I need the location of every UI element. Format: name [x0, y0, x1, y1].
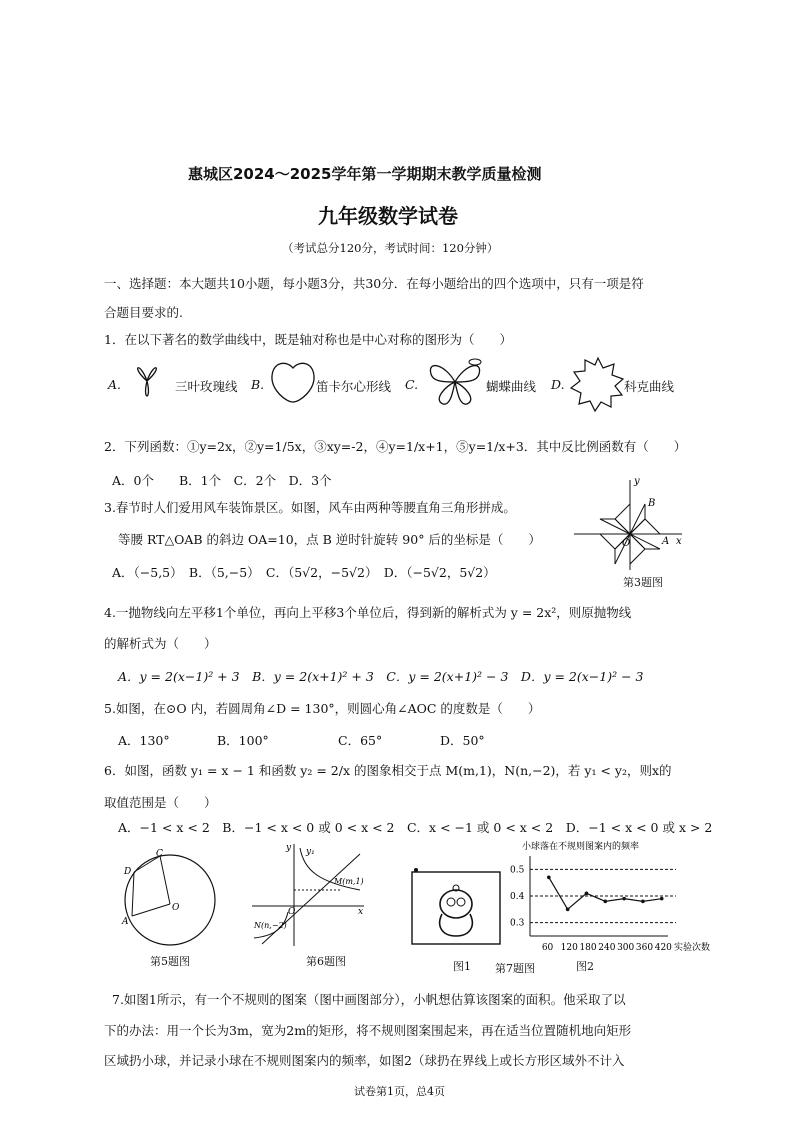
- q5-option-b: B．100°: [217, 733, 269, 748]
- svg-text:O: O: [288, 907, 296, 917]
- q7-fig1-caption: 图1: [453, 960, 471, 973]
- chart-data-point: [547, 876, 551, 880]
- svg-text:B: B: [648, 498, 656, 509]
- chart-data-point: [566, 908, 570, 912]
- exam-info: （考试总分120分，考试时间：120分钟）: [282, 241, 499, 255]
- chart-y-tick-label: 0.3: [510, 918, 525, 929]
- q1-stem: 1．在以下著名的数学曲线中，既是轴对称也是中心对称的图形为（ ）: [104, 332, 512, 347]
- svg-text:y: y: [634, 476, 640, 487]
- q1-option-b-name: 笛卡尔心形线: [316, 379, 392, 394]
- svg-text:C: C: [156, 849, 163, 859]
- chart-data-point: [603, 900, 607, 904]
- chart-x-tick-label: 60: [541, 943, 554, 953]
- q1-option-b-letter: B.: [251, 377, 265, 392]
- chart-x-tick-label: 300: [617, 943, 635, 953]
- q1-option-a-letter: A.: [108, 377, 122, 392]
- q5-option-a: A．130°: [118, 733, 170, 748]
- q3-options: A．（−5,5） B．（5,−5） C．（5√2，−5√2） D．（−5√2，5√2）: [112, 565, 496, 580]
- svg-text:y: y: [286, 843, 292, 853]
- q7-line1: 7.如图1所示，有一个不规则的图案（图中画图部分），小帆想估算该图案的面积。他采取了以: [112, 992, 626, 1007]
- chart-title: 小球落在不规则图案内的频率: [522, 842, 640, 852]
- q1-option-d-letter: D.: [551, 377, 565, 392]
- chart-x-tick-label: 360: [635, 943, 654, 953]
- pinwheel-figure: [570, 474, 688, 574]
- svg-text:y₁: y₁: [306, 847, 315, 857]
- q6-options: A．−1 < x < 2 B．−1 < x < 0 或 0 < x < 2 C．x < −1 或 0 < x < 2 D．−1 < x < 0 或 x > 2: [118, 820, 713, 835]
- q7-frequency-chart: [508, 838, 716, 956]
- q4-options: A．y = 2(x−1)² + 3 B．y = 2(x+1)² + 3 C．y = 2(x+1)² − 3 D．y = 2(x−1)² − 3: [118, 669, 644, 684]
- page-footer: 试卷第1页，总4页: [354, 1085, 445, 1098]
- svg-text:M(m,1): M(m,1): [334, 877, 364, 886]
- q7-fig2-caption: 图2: [576, 960, 594, 973]
- q1-option-a-name: 三叶玫瑰线: [175, 379, 238, 394]
- q7-group-caption: 第7题图: [495, 962, 535, 975]
- chart-data-point: [622, 897, 626, 901]
- svg-text:D: D: [124, 867, 132, 877]
- q5-stem: 5.如图，在⊙O 内，若圆周角∠D = 130°，则圆心角∠AOC 的度数是（ ）: [104, 701, 541, 716]
- koch-snowflake-icon: [568, 354, 628, 414]
- exam-title: 惠城区2024～2025学年第一学期期末教学质量检测: [188, 165, 542, 183]
- chart-x-tick-label: 240: [598, 943, 616, 953]
- q5-caption: 第5题图: [150, 955, 190, 968]
- q5-circle-figure: [118, 848, 220, 948]
- chart-data-point: [585, 892, 589, 896]
- q7-line2: 下的办法：用一个长为3m，宽为2m的矩形，将不规则图案围起来，再在适当位置随机地向矩形: [104, 1023, 632, 1038]
- chart-y-tick-label: 0.5: [510, 865, 525, 876]
- q7-fig1-pattern: [408, 866, 506, 948]
- butterfly-curve-icon: [425, 356, 485, 408]
- q1-option-c-name: 蝴蝶曲线: [486, 379, 537, 394]
- q5-option-d: D．50°: [440, 733, 485, 748]
- q4-line1: 4.一抛物线向左平移1个单位，再向上平移3个单位后，得到新的解析式为 y = 2x²，则原抛物线: [104, 605, 632, 620]
- q1-option-d-name: 科克曲线: [624, 379, 675, 394]
- chart-x-tick-label: 180: [579, 943, 597, 953]
- q2-stem: 2．下列函数：①y=2x，②y=1/5x，③xy=-2，④y=1/x+1，⑤y=1/x+3．其中反比例函数有（ ）: [104, 439, 687, 454]
- chart-x-tick-label: 120: [560, 943, 578, 953]
- q6-caption: 第6题图: [306, 955, 346, 968]
- q1-option-c-letter: C.: [405, 377, 419, 392]
- chart-data-point: [641, 900, 645, 904]
- q7-line3: 区域扔小球，并记录小球在不规则图案内的频率，如图2（球扔在界线上或长方形区域外不计入: [104, 1053, 625, 1068]
- chart-x-tick-label: 420: [654, 943, 672, 953]
- chart-data-point: [660, 897, 664, 901]
- svg-text:A: A: [122, 917, 129, 927]
- q5-option-c: C．65°: [338, 733, 383, 748]
- section-heading-line2: 合题目要求的.: [104, 305, 183, 320]
- chart-y-tick-label: 0.4: [510, 892, 525, 902]
- chart-x-label: 实验次数: [674, 943, 711, 953]
- q4-line2: 的解析式为（ ）: [104, 636, 217, 651]
- q6-line1: 6．如图，函数 y₁ = x − 1 和函数 y₂ = 2/x 的图象相交于点 M(m,1)，N(n,−2)，若 y₁ < y₂，则x的: [104, 763, 672, 778]
- exam-subtitle: 九年级数学试卷: [318, 204, 458, 228]
- q3-line1: 3.春节时人们爱用风车装饰景区。如图，风车由两种等腰直角三角形拼成。: [104, 500, 516, 515]
- trefoil-rose-icon: [122, 356, 172, 406]
- svg-text:N(n,−2): N(n,−2): [254, 921, 287, 930]
- q2-options: A．0个 B．1个 C．2个 D．3个: [112, 473, 332, 488]
- q6-line2: 取值范围是（ ）: [104, 795, 217, 810]
- svg-text:x: x: [676, 536, 682, 547]
- svg-text:A: A: [662, 536, 670, 547]
- svg-text:O: O: [172, 903, 180, 913]
- cardioid-icon: [268, 358, 318, 404]
- q3-line2: 等腰 RT△OAB 的斜边 OA=10，点 B 逆时针旋转 90° 后的坐标是（ ）: [118, 532, 541, 547]
- svg-text:O: O: [622, 538, 631, 549]
- q6-graph-figure: [248, 840, 368, 950]
- section-heading-line1: 一、选择题：本大题共10小题，每小题3分，共30分．在每小题给出的四个选项中，只有一项是符: [104, 276, 644, 291]
- chart-series-line: [549, 877, 662, 909]
- q3-caption: 第3题图: [623, 576, 663, 589]
- svg-text:x: x: [358, 907, 364, 917]
